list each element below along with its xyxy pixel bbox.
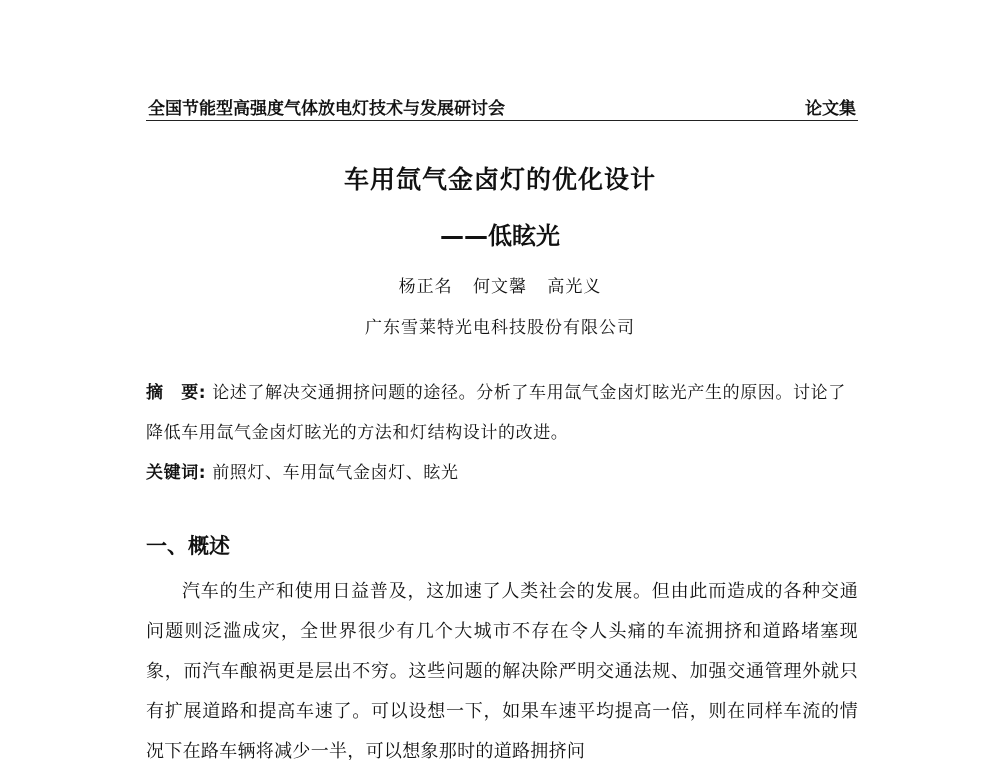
affiliation: 广东雪莱特光电科技股份有限公司 [365, 318, 635, 338]
abstract-label: 摘 要: [146, 383, 207, 403]
section-heading: 一、概述 [146, 534, 230, 558]
body-paragraph: 汽车的生产和使用日益普及，这加速了人类社会的发展。但由此而造成的各种交通问题则泛滥成灾，全世界很少有几个大城市不存在令人头痛的车流拥挤和道路堵塞现象，而汽车酿祸更是层出不穷。这些问题的解决除严明交通法规、加强交通管理外就只有扩展道路和提高车速了。可以设想一下，如果车速平均提高一倍，则在同样车流的情况下在路车辆将减少一半，可以想象那时的道路拥挤问 [146, 581, 858, 760]
authors: 杨正名 何文馨 高光义 [398, 277, 602, 297]
abstract [146, 373, 858, 453]
keywords [146, 458, 858, 483]
conference-name: 全国节能型高强度气体放电灯技术与发展研讨会 [148, 99, 505, 119]
paper-subtitle: ——低眩光 [440, 222, 560, 250]
proceedings-label: 论文集 [805, 99, 856, 119]
paper-title: 车用氙气金卤灯的优化设计 [343, 165, 656, 194]
abstract-text: 论述了解决交通拥挤问题的途径。分析了车用氙气金卤灯眩光产生的原因。讨论了降低车用氙气金卤灯眩光的方法和灯结构设计的改进。 [146, 383, 846, 443]
running-header [146, 92, 858, 121]
keywords-label: 关键词: [146, 463, 207, 483]
keywords-text: 前照灯、车用氙气金卤灯、眩光 [206, 463, 459, 483]
